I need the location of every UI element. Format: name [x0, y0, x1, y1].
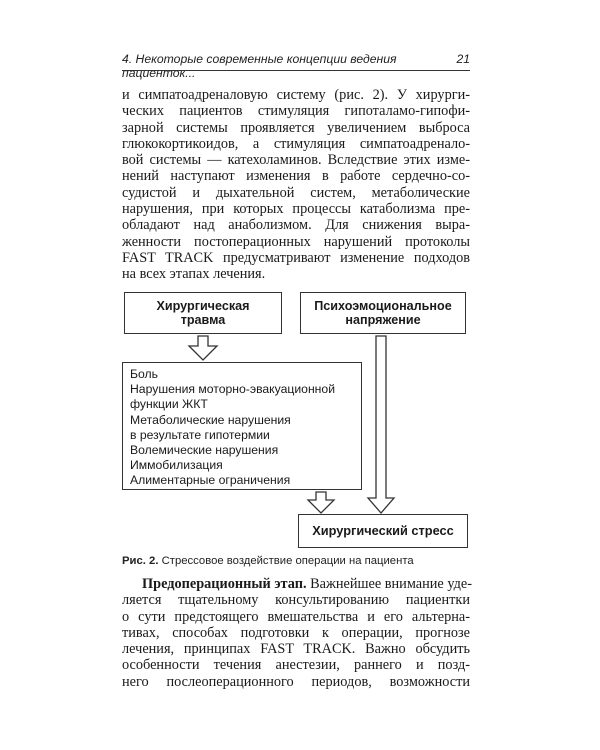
text-line [122, 576, 470, 592]
text-line: тивах, способах подготовки к операции, прогнозе [122, 624, 470, 641]
text-line: лечения, принципах FAST TRACK. Важно обсудить [122, 641, 470, 658]
running-header [122, 52, 470, 80]
text-line: нений наступают изменения в работе сердечно-со- [122, 168, 470, 185]
text-line: зарной системы проявляется увеличением выброса [122, 119, 470, 136]
header-rule [122, 70, 470, 71]
list-item: Иммобилизация [130, 458, 223, 473]
text-line: глюкокортикоидов, а стимуляция симпатоадренало- [122, 135, 470, 152]
page-number: 21 [456, 52, 470, 66]
box-label-line: Психоэмоциональное [314, 298, 452, 313]
surgical-stress-box [298, 514, 468, 548]
paragraph-2 [122, 576, 470, 690]
paragraph-1 [122, 87, 470, 283]
list-item: Алиментарные ограничения [130, 473, 291, 488]
text-line: ческих пациентов стимуляция гипоталамо-гипофи- [122, 103, 470, 120]
text-line: FAST TRACK предусматривают изменение подходов [122, 249, 470, 266]
list-item: Боль [130, 367, 158, 381]
arrow-psycho-to-stress [368, 336, 394, 513]
text-line: о сути предстоящего вмешательства и его альтерна- [122, 608, 470, 625]
caption-label: Рис. 2. [122, 555, 159, 567]
arrow-list-to-stress [308, 492, 334, 513]
text-line: вой системы — катехоламинов. Вследствие этих изме- [122, 152, 470, 169]
text-line: на всех этапах лечения. [122, 266, 266, 283]
list-item: в результате гипотермии [130, 427, 270, 442]
text-line: ляется тщательному консультированию пациентки [122, 592, 470, 609]
figure-caption [122, 555, 470, 567]
arrow-trauma-to-list [189, 336, 217, 360]
psycho-emotional-box [300, 292, 466, 334]
text-line: нарушения, при которых процессы катаболизма пре- [122, 201, 470, 218]
figure-2-diagram [122, 288, 470, 550]
text-line: судистой и дыхательной систем, метаболические [122, 184, 470, 201]
list-item: Нарушения моторно-эвакуационной [130, 382, 336, 397]
text-fragment: Важнейшее внимание уде- [306, 576, 472, 592]
text-line: и симпатоадреналовую систему (рис. 2). У хирурги- [122, 87, 470, 103]
surgical-trauma-box [124, 292, 282, 334]
box-label-line: Хирургическая [156, 298, 250, 313]
text-line: особенности течения анестезии, раннего и позд- [122, 657, 470, 674]
list-item: Метаболические нарушения [130, 412, 291, 427]
section-lead: Предоперационный этап. [142, 576, 307, 592]
text-line: женности постоперационных нарушений протоколы [122, 233, 470, 250]
caption-text: Стрессовое воздействие операции на пациента [158, 555, 414, 567]
box-label-line: травма [180, 313, 226, 327]
chapter-title: 4. Некоторые современные концепции ведения пациенток... [122, 52, 397, 80]
list-item: функции ЖКТ [130, 397, 208, 412]
box-label-line: Хирургический стресс [312, 522, 454, 538]
consequences-list-box [122, 362, 362, 490]
text-line: него послеоперационного периодов, возможности [122, 673, 470, 690]
box-label-line: напряжение [345, 313, 421, 327]
list-item: Волемические нарушения [130, 443, 279, 458]
text-line: обладают над анаболизмом. Для снижения выра- [122, 217, 470, 234]
